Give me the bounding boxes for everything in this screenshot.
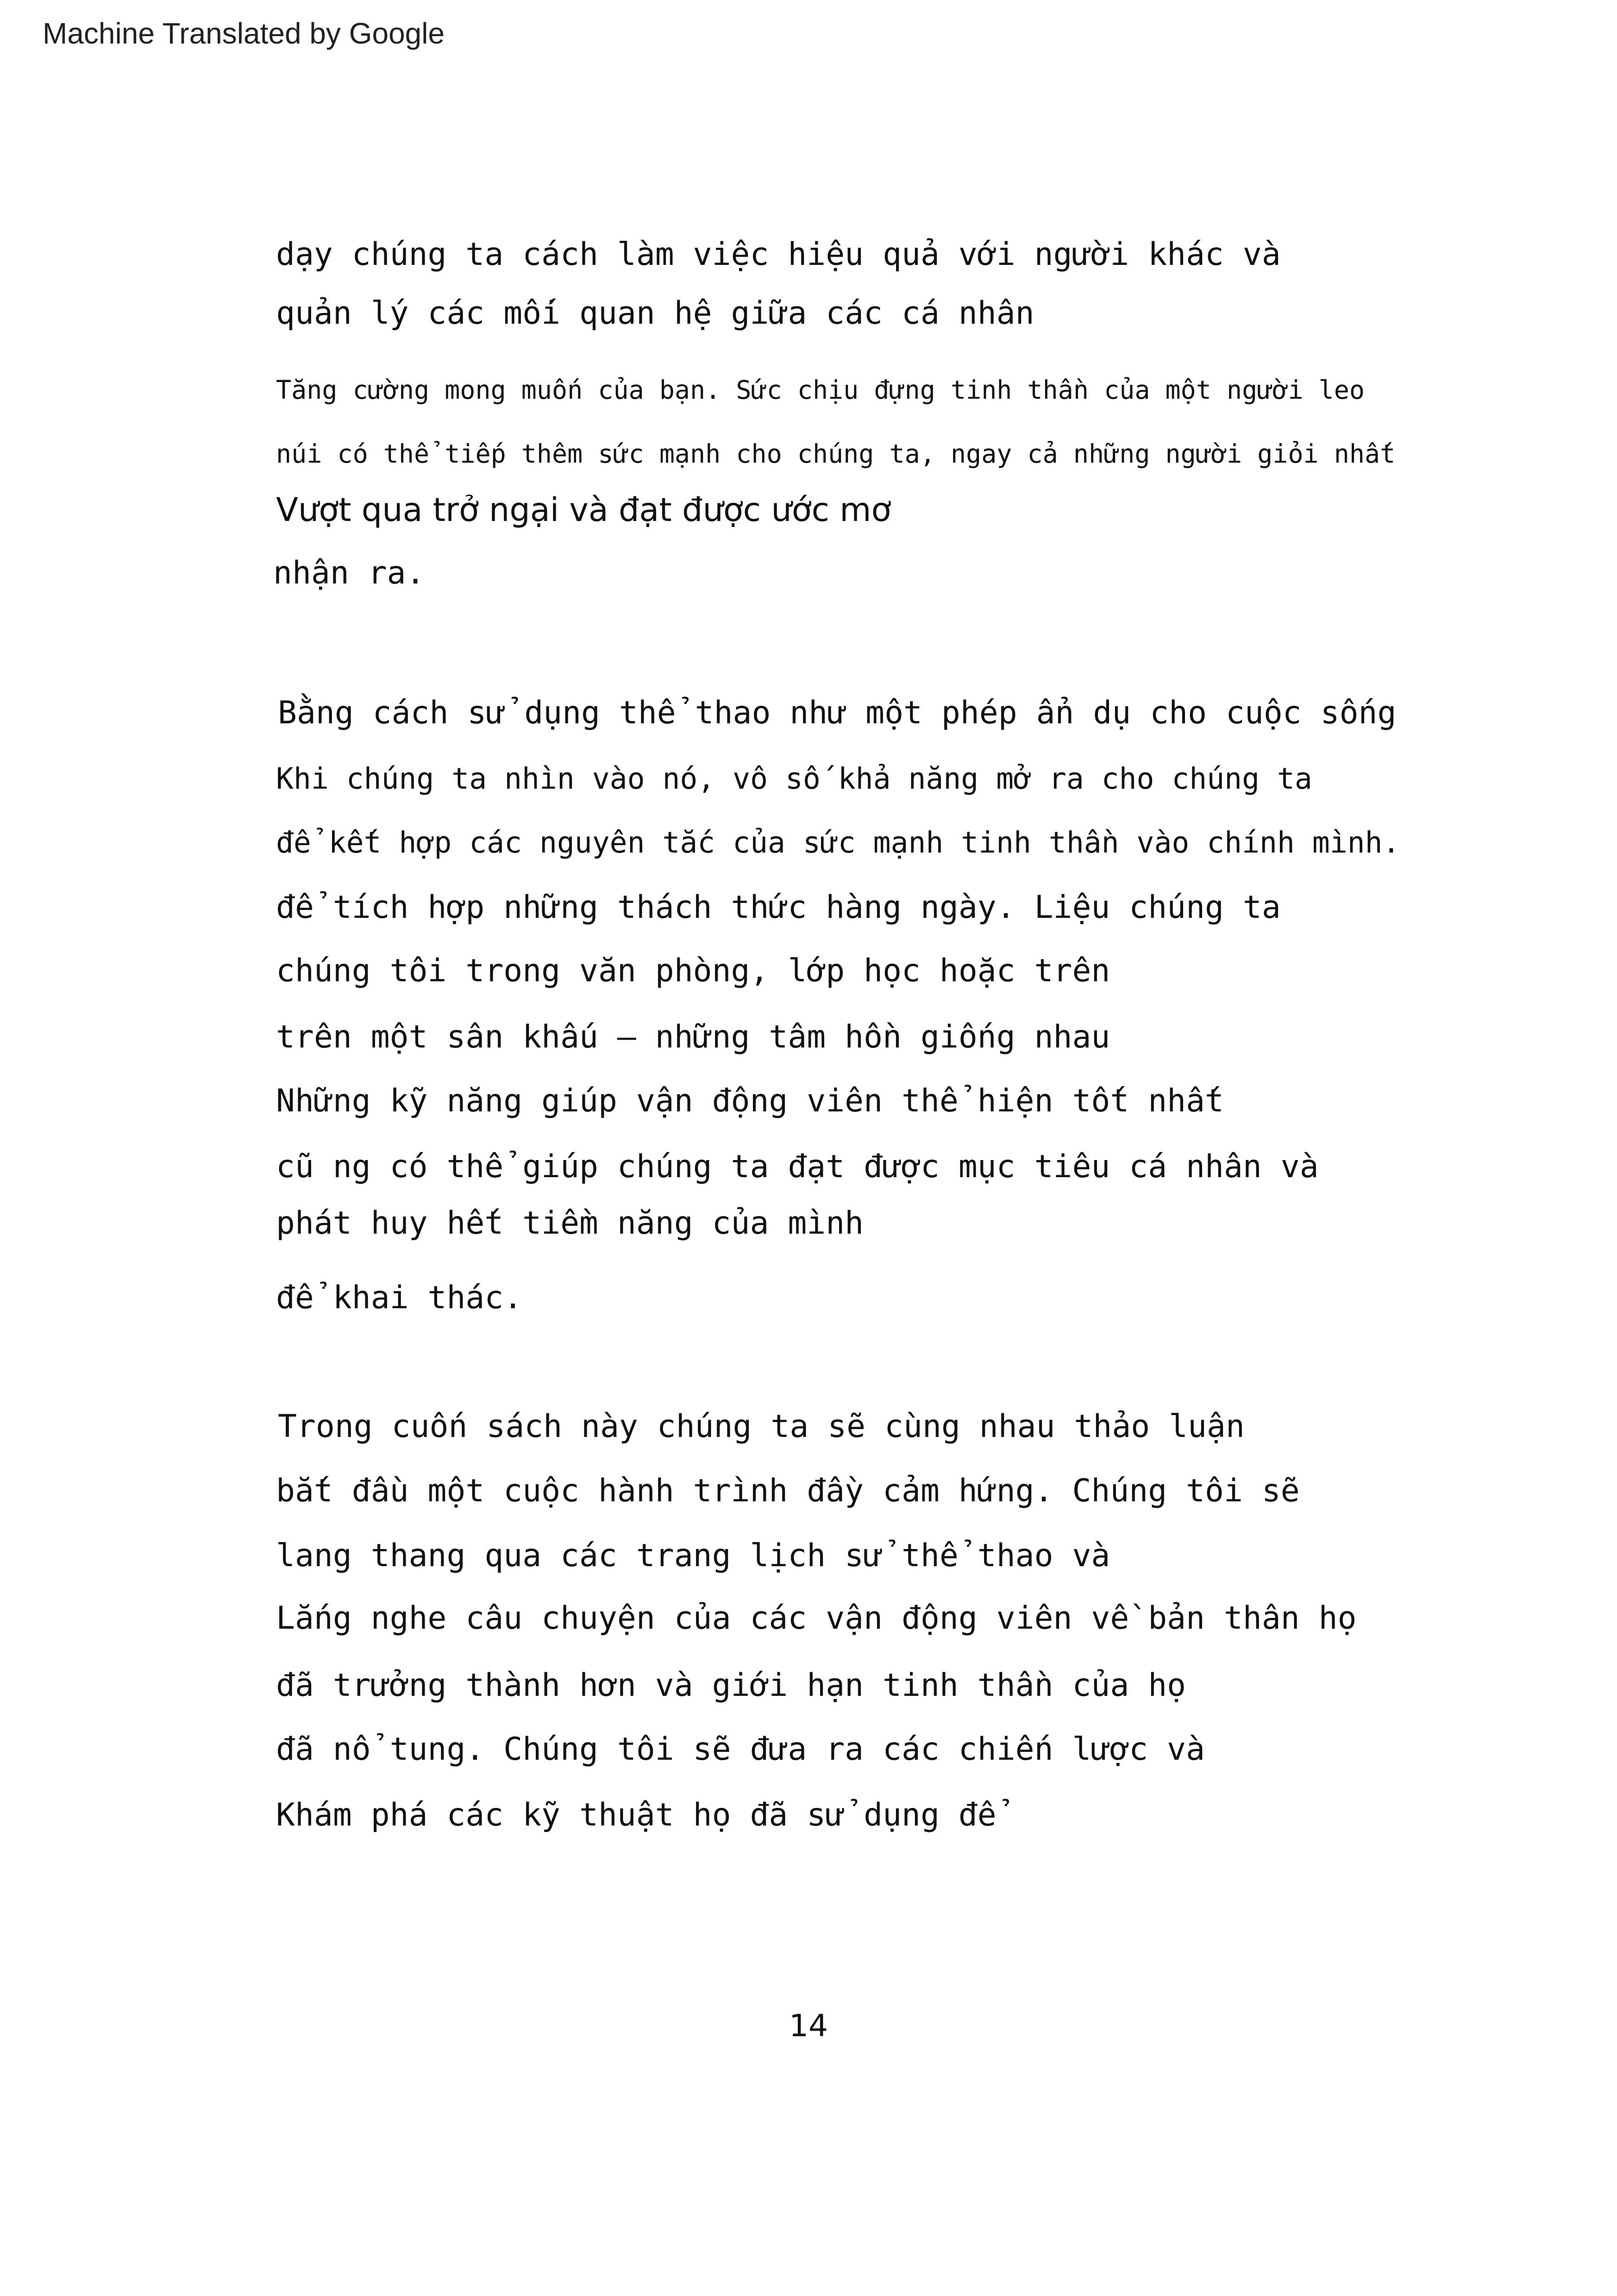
text-line: nhận ra. [273,555,425,591]
text-line: Tăng cường mong muốn của bạn. Sức chịu đựng tinh thần của một người leo [276,375,1365,405]
text-line: để khai thác. [276,1280,523,1316]
translation-header: Machine Translated by Google [43,17,445,50]
text-line: phát huy hết tiềm năng của mình [276,1205,864,1242]
text-line: quản lý các mối quan hệ giữa các cá nhân [276,295,1034,332]
text-line: Trong cuốn sách này chúng ta sẽ cùng nhau thảo luận [278,1408,1245,1445]
text-line: cũ ng có thể giúp chúng ta đạt được mục tiêu cá nhân và [276,1148,1319,1185]
text-line: dạy chúng ta cách làm việc hiệu quả với người khác và [276,236,1281,273]
text-line: đã trưởng thành hơn và giới hạn tinh thần của họ [276,1667,1186,1704]
text-line: Khi chúng ta nhìn vào nó, vô số khả năng mở ra cho chúng ta [276,762,1312,796]
text-line: Lắng nghe câu chuyện của các vận động viên về bản thân họ [276,1600,1357,1637]
text-line: để tích hợp những thách thức hàng ngày. Liệu chúng ta [276,889,1281,926]
text-line: Những kỹ năng giúp vận động viên thể hiện tốt nhất [276,1083,1224,1119]
text-line: Khám phá các kỹ thuật họ đã sử dụng để [276,1797,997,1833]
text-line: núi có thể tiếp thêm sức mạnh cho chúng ta, ngay cả những người giỏi nhất [276,439,1396,469]
text-line: để kết hợp các nguyên tắc của sức mạnh tinh thần vào chính mình. [276,826,1400,859]
text-line: Vượt qua trở ngại và đạt được ước mơ [276,491,891,529]
text-line: bắt đầu một cuộc hành trình đầy cảm hứng. Chúng tôi sẽ [276,1473,1300,1509]
text-line: chúng tôi trong văn phòng, lớp học hoặc trên [276,953,1110,989]
text-line: trên một sân khấu – những tâm hồn giống nhau [276,1019,1110,1055]
text-line: Bằng cách sử dụng thể thao như một phép ẩn dụ cho cuộc sống [278,695,1397,731]
text-line: đã nổ tung. Chúng tôi sẽ đưa ra các chiến lược và [276,1731,1205,1768]
page-number: 14 [789,2008,828,2044]
text-line: lang thang qua các trang lịch sử thể thao và [276,1537,1110,1574]
